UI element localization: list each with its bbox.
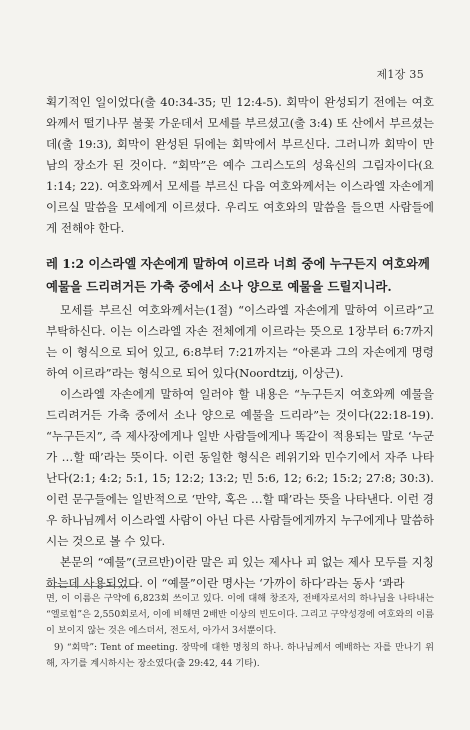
paragraph-2: 이스라엘 자손에게 말하여 일러야 할 내용은 “누구든지 여호와께 예물을 드리려거든 가축 중에서 소나 양으로 예물을 드리라”는 것이다(22:18-19). “누구든지”, 즉 제사장에게나 일반 사람들에게나 똑같이 적용되는 말로 ‘누군가 …할 때’라는 뜻이다. 이런 동일한 형식은 레위기와 민수기에서 자주 나타난다(2:1; 4:2; 5:1, 15; 12:2; 13:2; 민 5:6, 12; 6:2; 15:2; 27:8; 30:3). 이런 문구들에는 일반적으로 ‘만약, 혹은 …할 때’라는 뜻을 나타낸다. 이런 경우 하나님께서 이스라엘 사람이 아닌 다른 사람들에게까지 누구에게나 말씀하시는 것으로 볼 수 있다. bbox=[46, 387, 434, 548]
footnote-divider bbox=[46, 586, 136, 587]
footnote-9: 9) “회막”: Tent of meeting. 장막에 대한 명칭의 하나. 하나님께서 예배하는 자를 만나기 위해, 자기를 계시하시는 장소였다(출 29:42, 44 기타). bbox=[46, 642, 434, 670]
intro-paragraph-block bbox=[46, 92, 434, 239]
verse-heading: 레 1:2 이스라엘 자손에게 말하여 이르라 너희 중에 누구든지 여호와께 예물을 드리려거든 가축 중에서 소나 양으로 예물을 드릴지니라. bbox=[46, 256, 430, 294]
running-head: 제1장 35 bbox=[376, 68, 424, 81]
intro-paragraph: 획기적인 일이었다(출 40:34-35; 민 12:4-5). 회막이 완성되기 전에는 여호와께서 떨기나무 불꽃 가운데서 모세를 부르셨고(출 3:4) 또 산에서 부르셨는데(출 19:3), 회막이 완성된 뒤에는 회막에서 부르신다. 그러니까 회막이 만남의 장소가 된 것이다. “회막”은 예수 그리스도의 성육신의 그림자이다(요 1:14; 22). 여호와께서 모세를 부르신 다음 여호와께서는 이스라엘 자손에게 이르실 말씀을 모세에게 이르셨다. 우리도 여호와의 말씀을 들으면 사람들에게 전해야 한다. bbox=[46, 95, 434, 235]
paragraph-1: 모세를 부르신 여호와께서는(1절) “이스라엘 자손에게 말하여 이르라”고 부탁하신다. 이는 이스라엘 자손 전체에게 이르라는 뜻으로 1장부터 6:7까지는 이 형식으로 되어 있고, 6:8부터 7:21까지는 “아론과 그의 자손에게 명령하여 이르라”라는 형식으로 되어 있다(Noordtzij, 이상근). bbox=[46, 303, 434, 380]
paragraph-3: 본문의 “예물”(코르반)이란 말은 피 있는 제사나 피 없는 제사 모두를 지칭하는데 사용되었다. 이 “예물”이란 명사는 ‘가까이 하다’라는 동사 ‘콰라 bbox=[46, 555, 434, 590]
commentary-body bbox=[46, 300, 434, 594]
footnote-continued: 면, 이 이름은 구약에 6,823회 쓰이고 있다. 이에 대해 창조자, 전배자로서의 하나님을 나타내는 “엘로힘”은 2,550회로서, 이에 비해면 2배반 이상의 빈도이다. 그리고 구약성경에 여호와의 이름이 보이지 않는 것은 에스더서, 전도서, 아가서 3서뿐이다. bbox=[46, 593, 434, 636]
footnotes bbox=[46, 591, 434, 672]
